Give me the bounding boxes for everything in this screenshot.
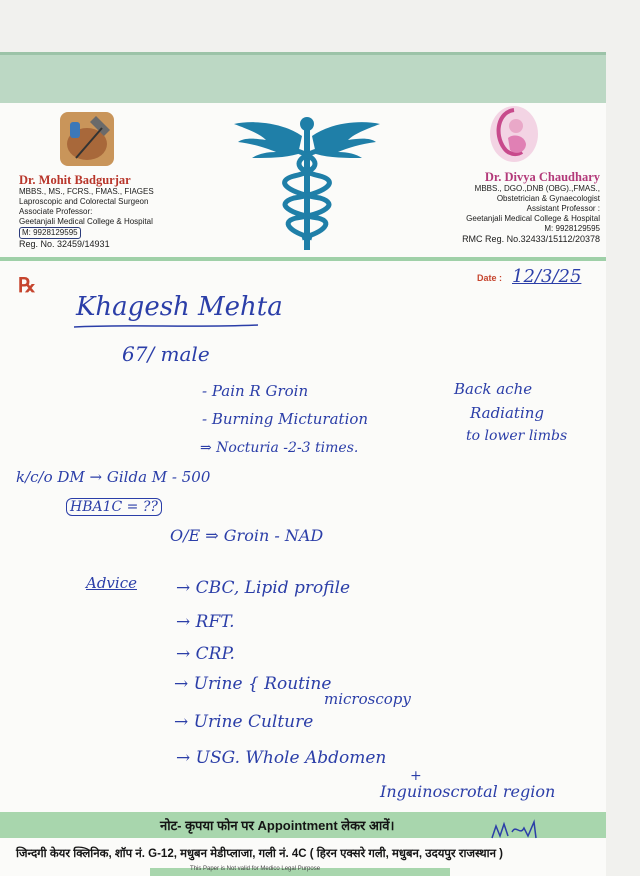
legal-disclaimer: This Paper is Not valid for Medico Legal Purpose [190, 866, 321, 872]
patient-age-sex: 67/ male [122, 342, 210, 366]
advice-item-3: → CRP. [176, 644, 235, 664]
right-doctor-degrees: MBBS., DGO.,DNB (OBG).,FMAS., [474, 184, 600, 193]
complaint-3: ⇒ Nocturia -2-3 times. [200, 440, 359, 456]
name-underline [72, 322, 262, 330]
left-doctor-title: Associate Professor: [19, 207, 93, 216]
header-divider [0, 257, 606, 261]
right-doctor-reg: RMC Reg. No.32433/15112/20378 [462, 234, 600, 244]
left-doctor-reg: Reg. No. 32459/14931 [19, 239, 110, 249]
surgery-logo-icon [56, 108, 118, 170]
left-doctor-degrees: MBBS., MS., FCRS., FMAS., FIAGES [19, 187, 154, 196]
left-doctor-info [19, 173, 189, 249]
known-case-history: k/c/o DM → Gilda M - 500 [16, 468, 211, 486]
advice-item-4: → Urine { Routine [174, 674, 332, 694]
advice-item-2: → RFT. [176, 612, 235, 632]
right-doctor-specialty: Obstetrician & Gynaecologist [496, 194, 600, 203]
right-doctor-title: Assistant Professor : [526, 204, 600, 213]
signature-icon [488, 818, 548, 844]
patient-name: Khagesh Mehta [76, 292, 283, 322]
examination-note: O/E ⇒ Groin - NAD [170, 526, 324, 545]
appointment-note: नोट- कृपया फोन पर Appointment लेकर आवें। [160, 818, 395, 833]
right-doctor-name: Dr. Divya Chaudhary [484, 170, 600, 184]
date-value: 12/3/25 [512, 266, 582, 287]
left-doctor-phone: M: 9928129595 [19, 227, 81, 239]
right-doctor-institution: Geetanjali Medical College & Hospital [466, 214, 600, 223]
advice-item-6: → USG. Whole Abdomen [176, 748, 387, 768]
caduceus-icon [232, 114, 382, 254]
hba1c-box: HBA1C = ?? [66, 498, 162, 516]
date-label: Date : [477, 273, 503, 283]
complaint-1: - Pain R Groin [202, 382, 309, 400]
advice-item-1: → CBC, Lipid profile [176, 578, 351, 598]
clinic-address: जिन्दगी केयर क्लिनिक, शॉप नं. G-12, मधुबन मेडीप्लाजा, गली नं. 4C ( हिरन एक्सरे गली, मधुबन, उदयपुर राजस्थान ) [16, 848, 503, 860]
left-doctor-institution: Geetanjali Medical College & Hospital [19, 217, 153, 226]
advice-label: Advice [86, 574, 137, 592]
side-note-2: Radiating [470, 404, 545, 422]
side-note-1: Back ache [454, 380, 533, 398]
mother-child-logo-icon [486, 104, 542, 168]
advice-item-4b: microscopy [324, 690, 411, 708]
left-doctor-specialty: Laproscopic and Colorectal Surgeon [19, 197, 149, 206]
advice-item-5: → Urine Culture [174, 712, 314, 732]
side-note-3: to lower limbs [466, 428, 568, 444]
left-doctor-name: Dr. Mohit Badgurjar [19, 173, 131, 187]
header-band [0, 52, 606, 103]
advice-item-6-plus: + [410, 768, 422, 784]
right-doctor-info [440, 170, 600, 244]
complaint-2: - Burning Micturation [202, 410, 369, 428]
right-doctor-phone: M: 9928129595 [544, 224, 600, 233]
rx-icon: ℞ [18, 275, 36, 297]
advice-item-6b: Inguinoscrotal region [380, 782, 556, 801]
